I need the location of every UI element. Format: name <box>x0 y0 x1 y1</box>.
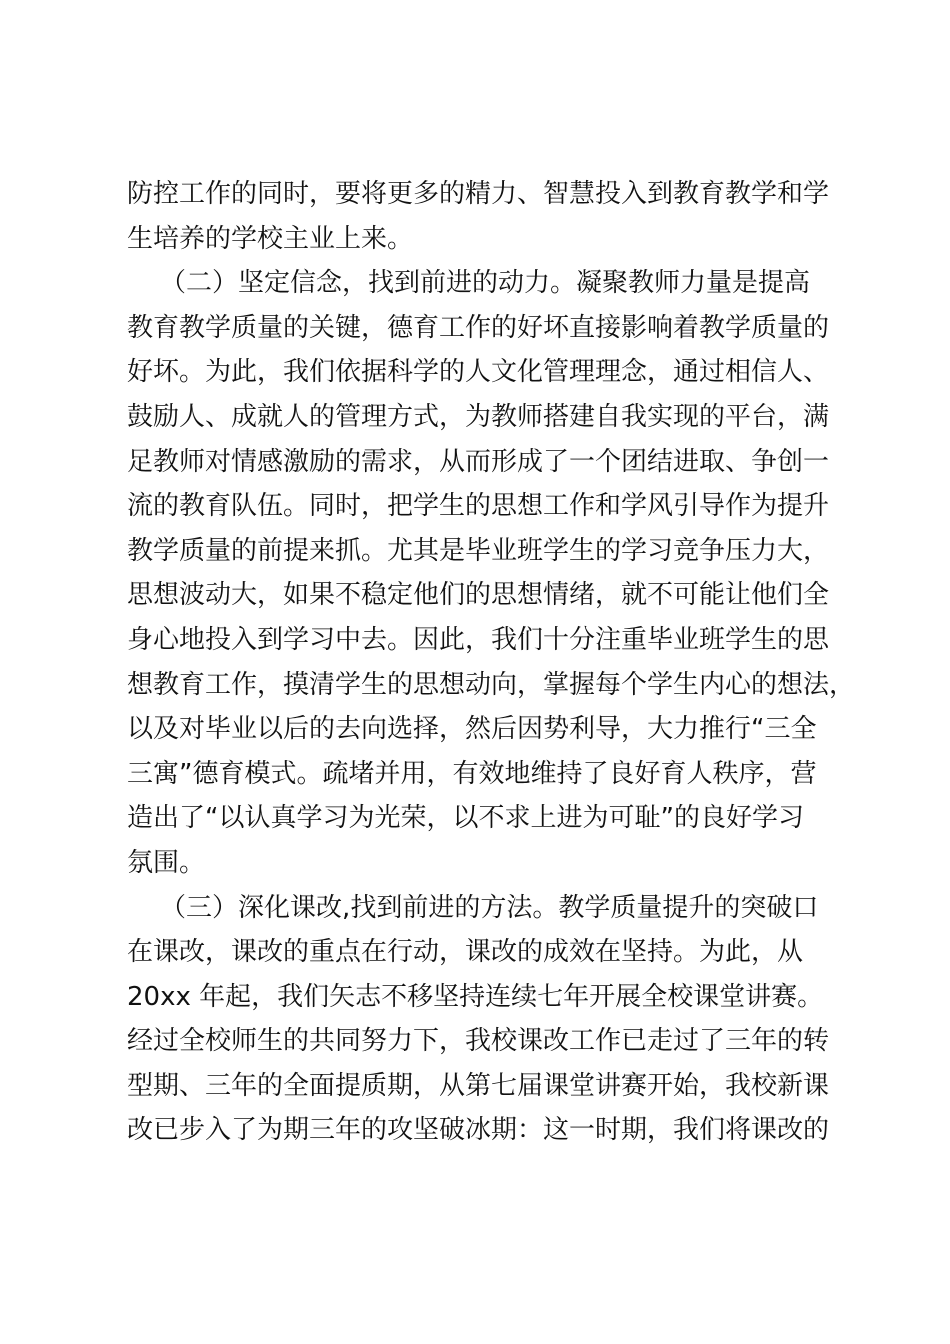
text-line: 在课改，课改的重点在行动，课改的成效在坚持。为此，从 <box>127 937 804 968</box>
text-line: 身心地投入到学习中去。因此，我们十分注重毕业班学生的思 <box>127 624 830 655</box>
text-line: 好坏。为此，我们依据科学的人文化管理理念，通过相信人、 <box>127 357 830 388</box>
text-line: 教学质量的前提来抓。尤其是毕业班学生的学习竞争压力大， <box>127 535 830 566</box>
text-line: 想教育工作，摸清学生的思想动向，掌握每个学生内心的想法， <box>127 669 856 700</box>
text-line: 经过全校师生的共同努力下，我校课改工作已走过了三年的转 <box>127 1026 830 1057</box>
text-line: 改已步入了为期三年的攻坚破冰期：这一时期，我们将课改的 <box>127 1115 830 1146</box>
paragraph-start-line: （二）坚定信念，找到前进的动力。凝聚教师力量是提高 <box>127 268 811 299</box>
body-text <box>127 172 857 1153</box>
text-line: 生培养的学校主业上来。 <box>127 223 414 254</box>
text-line: 流的教育队伍。同时，把学生的思想工作和学风引导作为提升 <box>127 491 830 522</box>
text-line: 型期、三年的全面提质期，从第七届课堂讲赛开始，我校新课 <box>127 1070 830 1101</box>
text-line: 教育教学质量的关键，德育工作的好坏直接影响着教学质量的 <box>127 312 830 343</box>
text-line: 防控工作的同时，要将更多的精力、智慧投入到教育教学和学 <box>127 179 830 209</box>
text-line: 造出了“以认真学习为光荣，以不求上进为可耻”的良好学习 <box>127 803 804 834</box>
text-line: 思想波动大，如果不稳定他们的思想情绪，就不可能让他们全 <box>127 580 830 611</box>
text-line: 足教师对情感激励的需求，从而形成了一个团结进取、争创一 <box>127 446 830 477</box>
text-line: 三寓”德育模式。疏堵并用，有效地维持了良好育人秩序，营 <box>127 758 817 789</box>
text-line: 20xx 年起，我们矢志不移坚持连续七年开展全校课堂讲赛。 <box>127 981 824 1012</box>
text-line: 氛围。 <box>127 847 206 878</box>
text-line: 以及对毕业以后的去向选择，然后因势利导，大力推行“三全 <box>127 714 817 745</box>
text-line: 鼓励人、成就人的管理方式，为教师搭建自我实现的平台，满 <box>127 401 830 432</box>
paragraph-start-line: （三）深化课改,找到前进的方法。教学质量提升的突破口 <box>127 892 819 923</box>
